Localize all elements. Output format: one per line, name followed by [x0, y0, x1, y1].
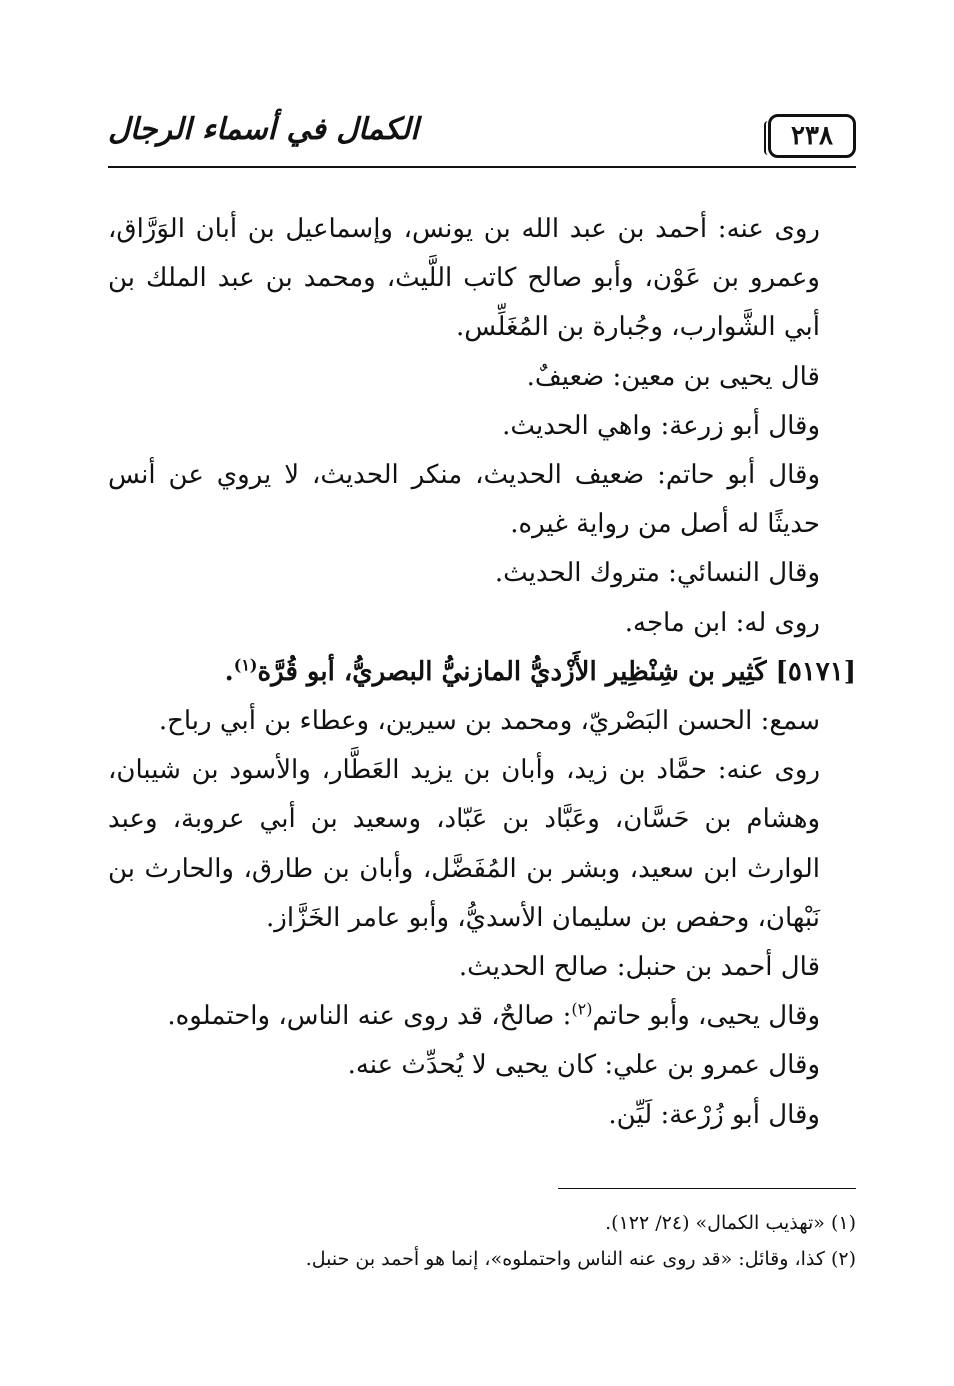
paragraph-amr-ali: وقال عمرو بن علي: كان يحيى لا يُحدِّث عنه.: [347, 1050, 820, 1081]
paragraph-narrated-by: روى له: ابن ماجه.: [624, 607, 820, 638]
footnote-separator: [558, 1188, 856, 1189]
text-segment: وقال يحيى، وأبو حاتم: [592, 1001, 820, 1032]
footnote-ref-2[interactable]: (٢): [571, 999, 593, 1019]
header-rule: [108, 166, 856, 168]
paragraph-nasai: وقال النسائي: متروك الحديث.: [494, 558, 820, 589]
paragraph-abu-zura-2: وقال أبو زُرْعة: لَيِّن.: [608, 1099, 820, 1130]
paragraph-heard-from: سمع: الحسن البَصْريّ، ومحمد بن سيرين، وعطاء بن أبي رباح.: [158, 706, 820, 737]
page-header: [108, 108, 856, 168]
paragraph-ibn-maeen: قال يحيى بن معين: ضعيفٌ.: [526, 361, 820, 392]
footnote-2: (٢) كذا، وقائل: «قد روى عنه الناس واحتملوه»، إنما هو أحمد بن حنبل.: [305, 1248, 856, 1270]
entry-title: كَثِير بن شِنْظِير الأَزْديُّ المازنيُّ البصريُّ، أبو قُرَّة: [257, 656, 767, 687]
text-segment: : صالحٌ، قد روى عنه الناس، واحتملوه.: [167, 1001, 572, 1032]
paragraph-abu-zura: وقال أبو زرعة: واهي الحديث.: [502, 410, 820, 441]
entry-heading-end: .: [224, 656, 234, 687]
paragraph-narrators-from: روى عنه: أحمد بن عبد الله بن يونس، وإسماعيل بن أبان الوَرَّاق، وعمرو بن عَوْن، وأبو صالح كاتب اللَّيث، ومحمد بن عبد الملك بن أبي الشَّوارب، وجُبارة بن المُغَلِّس.: [108, 214, 820, 343]
paragraph-abu-hatim: وقال أبو حاتم: ضعيف الحديث، منكر الحديث، لا يروي عن أنس حديثًا له أصل من رواية غيره.: [108, 460, 820, 540]
footnote-ref-1[interactable]: (١): [233, 655, 258, 675]
entry-number: [٥١٧١]: [775, 656, 856, 687]
paragraph-ahmad-hanbal: قال أحمد بن حنبل: صالح الحديث.: [458, 952, 820, 983]
paragraph-yahya-abu-hatim: [108, 992, 856, 1041]
entry-heading: [108, 648, 856, 697]
page-number: ٢٣٨: [768, 114, 856, 158]
book-title-calligraphy: الكمال في أسماء الرجال: [108, 112, 419, 147]
footnotes: [108, 1205, 856, 1277]
main-text: [108, 205, 856, 1140]
footnote-1: (١) «تهذيب الكمال» (٢٤/ ١٢٢).: [605, 1212, 856, 1234]
paragraph-narrators-from-2: روى عنه: حمَّاد بن زيد، وأبان بن يزيد العَطَّار، والأسود بن شيبان، وهشام بن حَسَّان، وعَبَّاد بن عَبّاد، وسعيد بن أبي عروبة، وعبد الوارث ابن سعيد، وبشر بن المُفَضَّل، وأبان بن طارق، والحارث بن نَبْهان، وحفص بن سليمان الأسديُّ، وأبو عامر الخَزَّاز.: [108, 755, 820, 933]
